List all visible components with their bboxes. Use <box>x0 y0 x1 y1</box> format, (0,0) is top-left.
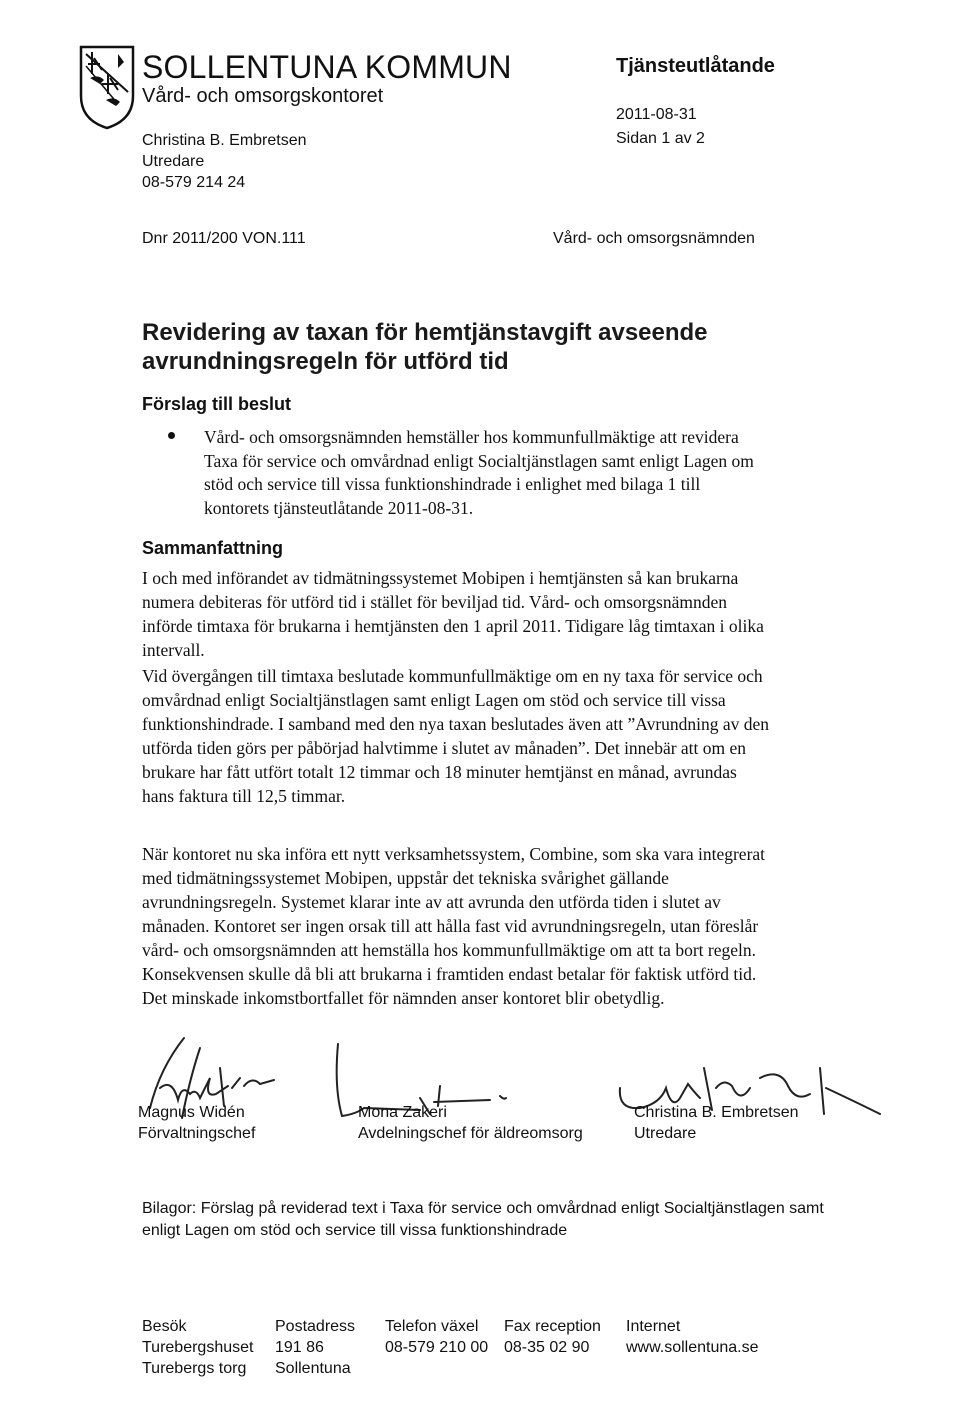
footer-label: Telefon växel <box>385 1318 479 1335</box>
organization-name: SOLLENTUNA KOMMUN <box>142 49 512 85</box>
document-type: Tjänsteutlåtande <box>616 55 775 77</box>
footer-value: Turebergs torg <box>142 1360 247 1377</box>
summary-paragraph-2: Vid övergången till timtaxa beslutade kommunfullmäktige om en ny taxa för service och omvårdnad enligt Socialtjänstlagen samt enligt Lagen om stöd och service till vissa funktionshindrade. I samband med den nya taxan beslutades även att ”Avrundning av den utförda tiden görs per påbörjad halvtimme i slutet av månaden”. Det innebär att om en brukare har fått utfört totalt 12 timmar och 18 minuter hemtjänst en månad, avrundas hans faktura till 12,5 timmar. <box>142 666 770 806</box>
signer-title-1: Förvaltningschef <box>138 1125 256 1142</box>
footer-value: Sollentuna <box>275 1360 351 1377</box>
signer-name-3: Christina B. Embretsen <box>634 1104 799 1121</box>
footer-value[interactable]: www.sollentuna.se <box>626 1339 759 1356</box>
footer-internet <box>626 1316 759 1358</box>
contact-phone: 08-579 214 24 <box>142 174 246 191</box>
summary-paragraph-1: I och med införandet av tidmätningssystemet Mobipen i hemtjänsten så kan brukarna numera debiteras för utförd tid i stället för beviljad tid. Vård- och omsorgsnämnden införde timtaxa för brukarna i hemtjänsten den 1 april 2011. Tidigare låg timtaxan i olika intervall. <box>142 568 764 660</box>
bullet-icon <box>168 432 175 439</box>
recipient: Vård- och omsorgsnämnden <box>553 230 755 247</box>
footer-fax <box>504 1316 601 1358</box>
footer-value: 08-579 210 00 <box>385 1339 489 1356</box>
footer-value: 08-35 02 90 <box>504 1339 590 1356</box>
footer-visit <box>142 1316 253 1379</box>
footer-value: 191 86 <box>275 1339 324 1356</box>
summary-heading: Sammanfattning <box>142 538 284 558</box>
signer-title-2: Avdelningschef för äldreomsorg <box>358 1125 583 1142</box>
summary-paragraph-3: När kontoret nu ska införa ett nytt verksamhetssystem, Combine, som ska vara integrerat med tidmätningssystemet Mobipen, uppstår det tekniska svårighet gällande avrundningsregeln. Systemet klarar inte av att avrunda den utförda tiden i slutet av månaden. Kontoret ser ingen orsak till att hålla fast vid avrundningsregeln, utan föreslår vård- och omsorgsnämnden att hemställa hos kommunfullmäktige om att ta bort regeln. Konsekvensen skulle då bli att brukarna i framtiden endast betalar för faktisk utförd tid. Det minskade inkomstbortfallet för nämnden anser kontoret blir obetydlig. <box>142 844 766 1008</box>
proposal-heading: Förslag till beslut <box>142 394 292 414</box>
proposal-text: Vård- och omsorgsnämnden hemställer hos kommunfullmäktige att revidera Taxa för service och omvårdnad enligt Socialtjänstlagen samt enligt Lagen om stöd och service till vissa funktionshindrade i enlighet med bilaga 1 till kontorets tjänsteutlåtande 2011-08-31. <box>204 427 754 518</box>
signer-name-1: Magnus Widén <box>138 1104 245 1121</box>
document-date: 2011-08-31 <box>616 106 697 123</box>
footer-label: Fax reception <box>504 1318 601 1335</box>
document-title: Revidering av taxan för hemtjänstavgift avseende avrundningsregeln för utförd tid <box>142 319 708 375</box>
contact-title: Utredare <box>142 153 205 170</box>
contact-name: Christina B. Embretsen <box>142 132 307 149</box>
diary-number: Dnr 2011/200 VON.111 <box>142 230 306 247</box>
footer-label: Postadress <box>275 1318 356 1335</box>
attachments-note: Bilagor: Förslag på reviderad text i Taxa för service och omvårdnad enligt Socialtjänstlagen samt enligt Lagen om stöd och service till vissa funktionshindrade <box>142 1200 824 1239</box>
footer-postal <box>275 1316 355 1379</box>
footer-label: Besök <box>142 1318 187 1335</box>
municipal-crest-logo <box>78 44 136 130</box>
department-name: Vård- och omsorgskontoret <box>142 85 384 107</box>
signer-title-3: Utredare <box>634 1125 697 1142</box>
footer-label: Internet <box>626 1318 681 1335</box>
page-number: Sidan 1 av 2 <box>616 130 705 147</box>
footer-phone <box>385 1316 488 1358</box>
signer-name-2: Mona Zakeri <box>358 1104 447 1121</box>
footer-value: Turebergshuset <box>142 1339 254 1356</box>
